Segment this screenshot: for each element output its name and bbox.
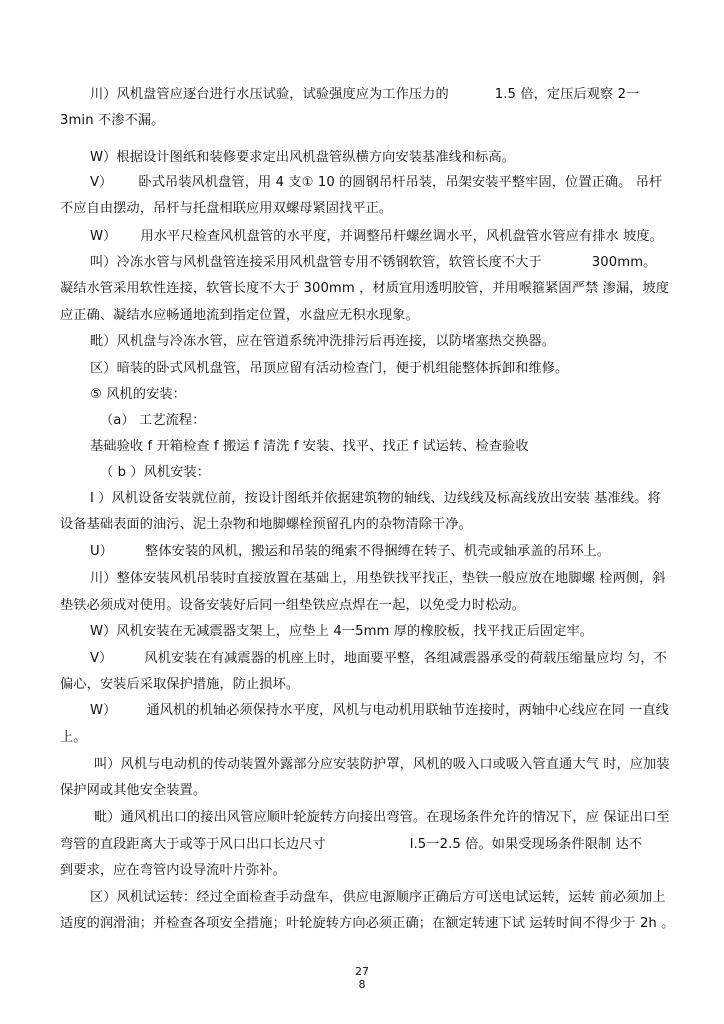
text-line: 区）暗装的卧式风机盘管，吊顶应留有活动检查门，便于机组能整体拆卸和维修。: [90, 361, 569, 376]
text-line: 适度的润滑油；并检查各项安全措施；叶轮旋转方向必须正确；在额定转速下试 运转时间不得少于 2h 。: [60, 916, 675, 931]
text-line: 偏心，安装后采取保护措施，防止损坏。: [60, 677, 300, 692]
text-line: V） 风机安装在有减震器的机座上时，地面要平整，各组减震器承受的荷载压缩量应均 匀，不: [90, 651, 667, 666]
text-line: 弯管的直段距离大于或等于风口出口长边尺寸 l.5一2.5 倍。如果受现场条件限制 达不: [60, 837, 643, 852]
text-line: 凝结水管采用软性连接，软管长度不大于 300mm ，材质宜用透明胶管，并用喉箍紧固严禁 渗漏，坡度: [60, 281, 670, 296]
text-line: 毗）风机盘与冷冻水管，应在管道系统冲洗排污后再连接，以防堵塞热交换器。: [90, 334, 556, 349]
text-line: 应正确、凝结水应畅通地流到指定位置，水盘应无积水现象。: [60, 308, 419, 323]
text-line: 叫）冷冻水管与风机盘管连接采用风机盘管专用不锈钢软管，软管长度不大于 300mm。: [90, 255, 657, 270]
process-flow: 基础验收 f 开箱检查 f 搬运 f 清洗 f 安装、找平、找正 f 试运转、检查验收: [90, 439, 529, 454]
text-line: 不应自由摆动，吊杆与托盘相联应用双螺母紧固找平正。: [60, 201, 393, 216]
text-line: 上。: [60, 730, 87, 745]
text-line: W） 用水平尺检查风机盘管的水平度，并调整吊杆螺丝调水平，风机盘管水管应有排水 坡度。: [90, 229, 663, 244]
text-line: 川）整体安装风机吊装时直接放置在基础上，用垫铁找平找正，垫铁一般应放在地脚螺 栓两侧，斜: [90, 571, 666, 586]
page-number-second-line: 8: [358, 978, 366, 991]
text-line: W）风机安装在无减震器支架上，应垫上 4一5mm 厚的橡胶板，找平找正后固定牢。: [90, 624, 594, 639]
text-line: 到要求，应在弯管内设导流叶片弥补。: [60, 863, 286, 878]
text-line: 保护网或其他安全装置。: [60, 783, 207, 798]
text-line: W）根据设计图纸和装修要求定出风机盘管纵横方向安装基准线和标高。: [90, 150, 516, 165]
text-line: 叫）风机与电动机的传动装置外露部分应安装防护罩，风机的吸入口或吸入管直通大气 时，应加装: [94, 757, 670, 772]
section-heading: ⑤ 风机的安装：: [90, 387, 186, 402]
subsection-heading: （a） 工艺流程：: [100, 413, 206, 428]
page-number: 27: [355, 965, 369, 978]
text-line: 垫铁必须成对使用。设备安装好后同一组垫铁应点焊在一起，以免受力时松动。: [60, 598, 526, 613]
text-line: 3min 不渗不漏。: [60, 113, 165, 128]
text-line: U） 整体安装的风机，搬运和吊装的绳索不得捆缚在转子、机壳或轴承盖的吊环上。: [90, 544, 611, 559]
text-line: 川）风机盘管应逐台进行水压试验，试验强度应为工作压力的 1.5 倍，定压后观察 2一: [90, 87, 640, 102]
text-line: 区）风机试运转：经过全面检查手动盘车，供应电源顺序正确后方可送电试运转，运转 前必须加上: [90, 890, 666, 905]
subsection-heading: （ b ）风机安装：: [100, 465, 211, 480]
text-line: V） 卧式吊装风机盘管，用 4 支① 10 的圆钢吊杆吊装，吊架安装平整牢固，位置正确。 吊杆: [90, 175, 663, 190]
text-line: 毗）通风机出口的接出风管应顺叶轮旋转方向接出弯管。在现场条件允许的情况下，应 保证出口至: [94, 810, 670, 825]
text-line: W） 通风机的机轴必须保持水平度，风机与电动机用联轴节连接时，两轴中心线应在同 一直线: [90, 703, 669, 718]
text-line: 设备基础表面的油污、泥土杂物和地脚螺栓预留孔内的杂物清除干净。: [60, 517, 472, 532]
text-line: I ）风机设备安装就位前，按设计图纸并依据建筑物的轴线、边线线及标高线放出安装 基准线。将: [90, 491, 661, 506]
